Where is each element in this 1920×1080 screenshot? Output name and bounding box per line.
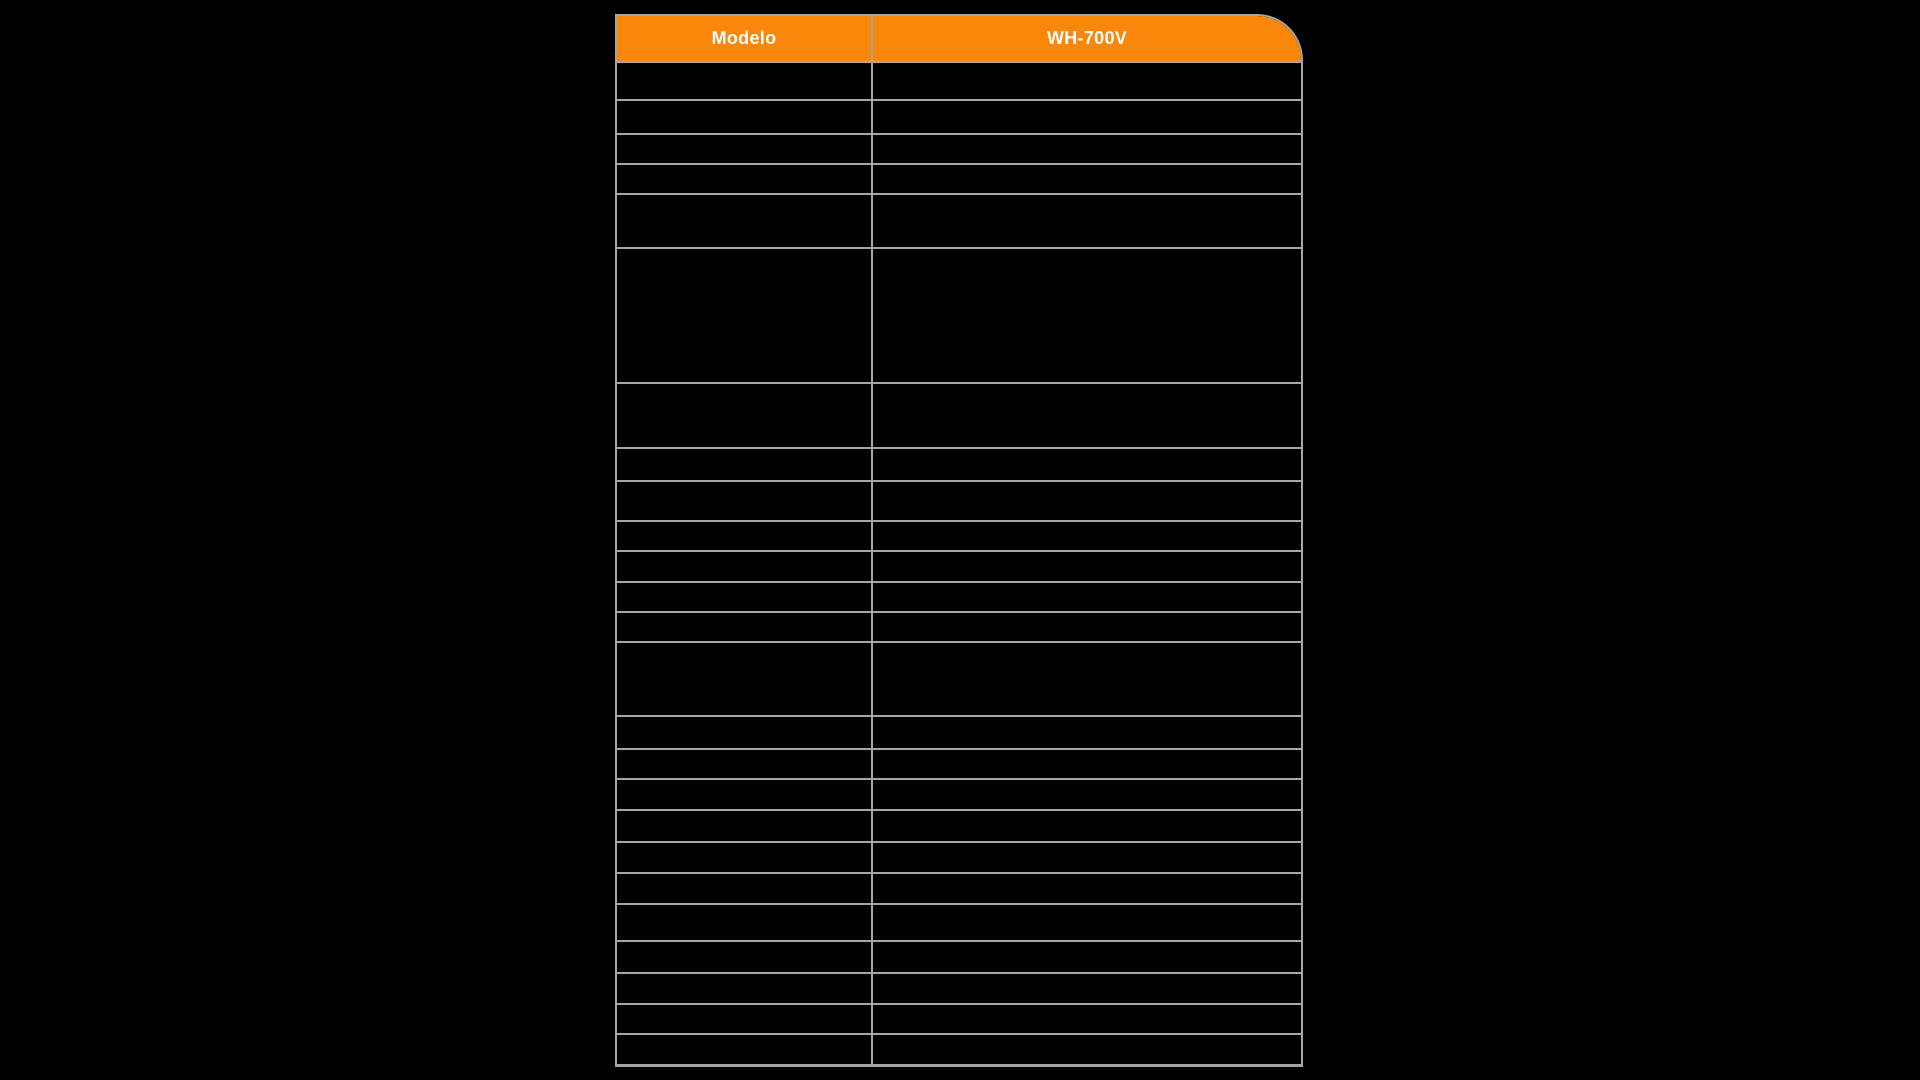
spec-cell-model — [617, 63, 873, 99]
spec-cell-value — [873, 905, 1301, 940]
column-header-modelo: Modelo — [617, 16, 873, 61]
spec-cell-value — [873, 384, 1301, 447]
spec-cell-value — [873, 482, 1301, 520]
spec-cell-model — [617, 780, 873, 809]
spec-cell-model — [617, 101, 873, 133]
spec-cell-value — [873, 552, 1301, 581]
table-row — [617, 903, 1301, 940]
spec-cell-model — [617, 843, 873, 872]
spec-cell-value — [873, 613, 1301, 641]
table-row — [617, 193, 1301, 247]
spec-cell-value — [873, 135, 1301, 163]
table-row — [617, 1033, 1301, 1064]
table-row — [617, 447, 1301, 480]
spec-cell-model — [617, 811, 873, 841]
spec-cell-value — [873, 811, 1301, 841]
spec-cell-value — [873, 1005, 1301, 1033]
spec-cell-model — [617, 942, 873, 972]
spec-cell-value — [873, 780, 1301, 809]
spec-cell-value — [873, 449, 1301, 480]
spec-cell-value — [873, 165, 1301, 193]
spec-cell-model — [617, 717, 873, 748]
spec-cell-value — [873, 942, 1301, 972]
spec-cell-value — [873, 843, 1301, 872]
spec-cell-value — [873, 249, 1301, 382]
spec-cell-model — [617, 583, 873, 611]
table-row — [617, 748, 1301, 778]
spec-cell-value — [873, 522, 1301, 550]
spec-cell-model — [617, 165, 873, 193]
table-row — [617, 99, 1301, 133]
table-row — [617, 520, 1301, 550]
spec-cell-value — [873, 643, 1301, 715]
table-row — [617, 940, 1301, 972]
spec-cell-value — [873, 1035, 1301, 1064]
spec-cell-model — [617, 195, 873, 247]
table-row — [617, 872, 1301, 903]
spec-cell-value — [873, 717, 1301, 748]
table-row — [617, 382, 1301, 447]
spec-cell-model — [617, 135, 873, 163]
spec-cell-value — [873, 101, 1301, 133]
spec-cell-model — [617, 522, 873, 550]
spec-cell-model — [617, 750, 873, 778]
table-row — [617, 809, 1301, 841]
spec-cell-model — [617, 249, 873, 382]
spec-cell-model — [617, 613, 873, 641]
spec-cell-model — [617, 974, 873, 1003]
table-row — [617, 972, 1301, 1003]
table-row — [617, 841, 1301, 872]
table-body — [617, 61, 1301, 1064]
table-row — [617, 163, 1301, 193]
table-row — [617, 247, 1301, 382]
table-row — [617, 480, 1301, 520]
table-row — [617, 778, 1301, 809]
spec-cell-model — [617, 874, 873, 903]
table-row — [617, 61, 1301, 99]
spec-cell-value — [873, 750, 1301, 778]
table-row — [617, 581, 1301, 611]
spec-cell-value — [873, 63, 1301, 99]
spec-cell-model — [617, 449, 873, 480]
table-header-row — [617, 16, 1301, 61]
spec-cell-model — [617, 905, 873, 940]
spec-table — [615, 14, 1303, 1067]
spec-cell-model — [617, 643, 873, 715]
spec-cell-value — [873, 874, 1301, 903]
table-row — [617, 133, 1301, 163]
spec-cell-value — [873, 974, 1301, 1003]
table-row — [617, 1003, 1301, 1033]
table-row — [617, 550, 1301, 581]
spec-cell-model — [617, 482, 873, 520]
spec-cell-model — [617, 384, 873, 447]
spec-cell-model — [617, 1005, 873, 1033]
spec-cell-model — [617, 552, 873, 581]
spec-cell-value — [873, 195, 1301, 247]
table-row — [617, 641, 1301, 715]
spec-cell-value — [873, 583, 1301, 611]
table-row — [617, 715, 1301, 748]
column-header-wh700v: WH-700V — [1046, 28, 1128, 48]
spec-cell-model — [617, 1035, 873, 1064]
table-row — [617, 611, 1301, 641]
